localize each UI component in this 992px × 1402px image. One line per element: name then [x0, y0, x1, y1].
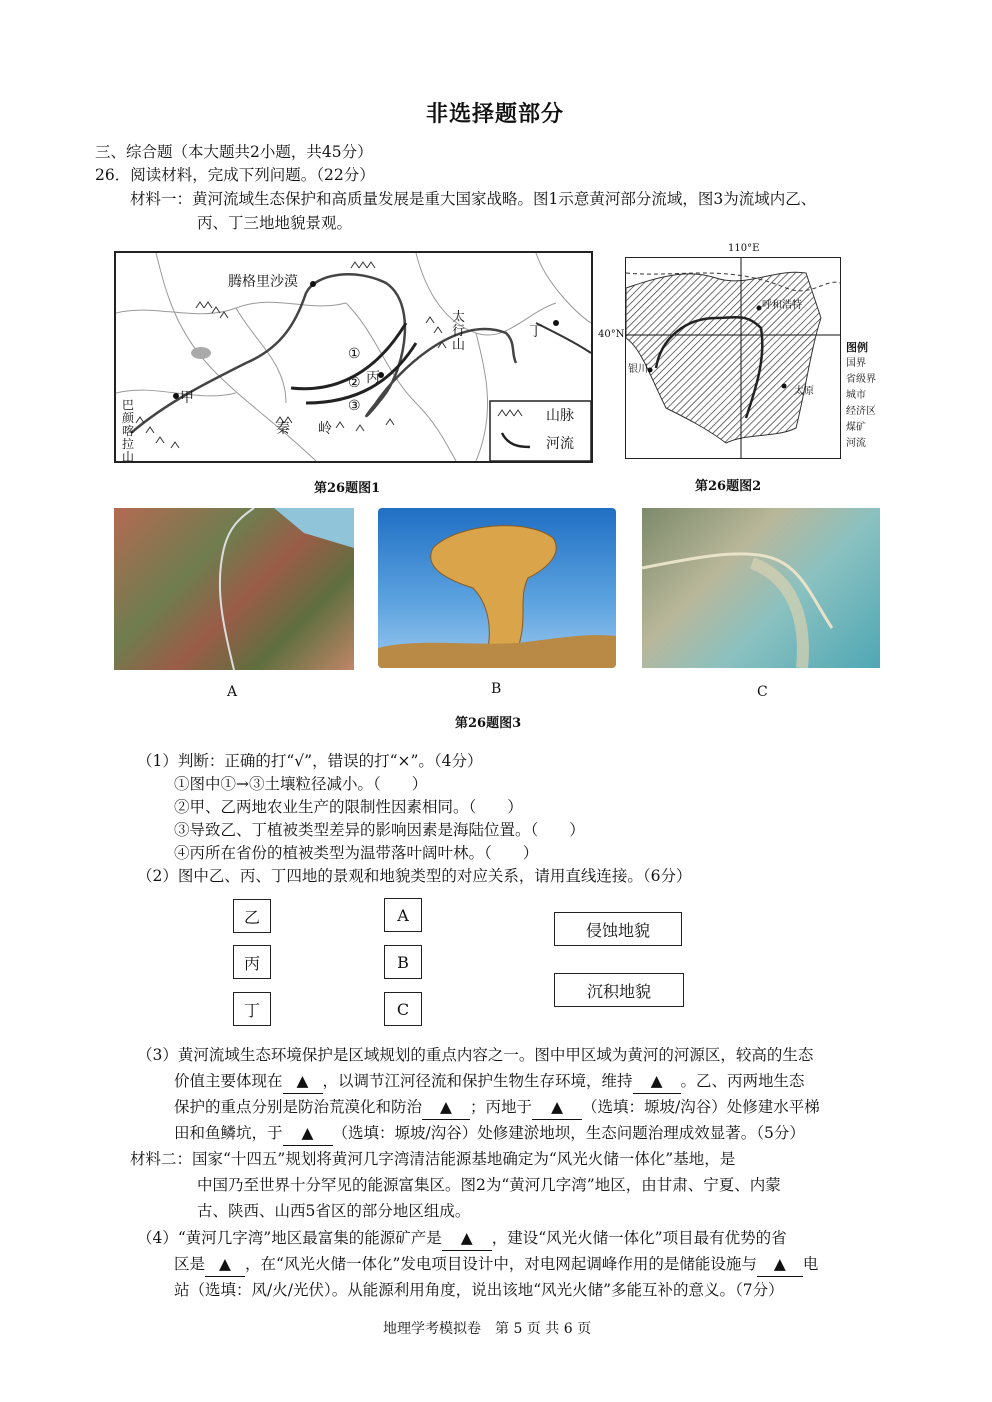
sub3-l3-a: 保护的重点分别是防治荒漠化和防治 — [174, 1098, 423, 1116]
page-footer: 地理学考模拟卷 第 5 页 共 6 页 — [383, 1321, 592, 1337]
match-type-erosion: 侵蚀地貌 — [554, 912, 682, 946]
blank-8: ▲ — [757, 1253, 803, 1277]
blank-2: ▲ — [633, 1070, 681, 1094]
fig2-legend-5: 煤矿 — [846, 422, 866, 433]
material-1-line-2: 丙、丁三地地貌景观。 — [197, 214, 353, 232]
sub1-item-4: ④丙所在省份的植被类型为温带落叶阔叶林。（ ） — [174, 844, 539, 862]
city-hohhot: 呼和浩特 — [762, 300, 802, 311]
sub3-l3-c: （选填：塬坡/沟谷）处修建水平梯 — [582, 1098, 820, 1116]
material-2-line-3: 古、陕西、山西5省区的部分地区组成。 — [197, 1202, 471, 1220]
fig2-legend-1: 国界 — [846, 358, 866, 369]
sub4-line-2 — [174, 1253, 818, 1277]
material-1-line-1: 材料一：黄河流域生态保护和高质量发展是重大国家战略。图1示意黄河部分流域，图3为流域内乙、 — [130, 190, 817, 208]
figure-2-map — [625, 257, 841, 459]
blank-7: ▲ — [205, 1253, 245, 1277]
sub3-l3-b: ；丙地于 — [470, 1098, 533, 1116]
photo-b-detail — [378, 508, 616, 668]
photo-label-c: C — [757, 684, 768, 700]
sub1-heading: （1）判断：正确的打“√”，错误的打“×”。（4分） — [137, 752, 483, 770]
photo-label-a: A — [227, 684, 238, 700]
sub2-heading: （2）图中乙、丙、丁四地的景观和地貌类型的对应关系，请用直线连接。（6分） — [137, 867, 692, 885]
photo-c-detail — [642, 508, 880, 668]
sub4-line-1 — [137, 1227, 787, 1251]
figure-2-drawing — [626, 258, 840, 458]
sub3-line-2 — [174, 1070, 805, 1094]
label-circle-2: ② — [348, 375, 361, 391]
sub4-l1-a: （4）“黄河几字湾”地区最富集的能源矿产是 — [137, 1229, 442, 1247]
legend-river: 河流 — [546, 436, 574, 452]
sub3-line-4 — [174, 1122, 805, 1146]
fig2-legend-6: 河流 — [846, 438, 866, 449]
figure-1-caption: 第26题图1 — [314, 481, 381, 496]
fig2-legend-2: 省级界 — [846, 374, 876, 385]
match-place-bing: 丙 — [233, 945, 271, 979]
fig2-latitude: 40°N — [598, 329, 625, 340]
material-2-line-1: 材料二：国家“十四五”规划将黄河几字湾清洁能源基地确定为“风光火储一体化”基地，是 — [130, 1150, 736, 1168]
photo-label-b: B — [491, 681, 502, 697]
blank-4: ▲ — [532, 1096, 582, 1120]
blank-1: ▲ — [283, 1070, 323, 1094]
city-yinchuan: 银川 — [628, 364, 648, 375]
match-photo-b: B — [384, 945, 422, 979]
question-26-heading: 26．阅读材料，完成下列问题。（22分） — [95, 166, 375, 184]
match-place-ding: 丁 — [233, 992, 271, 1026]
sub1-item-1: ①图中①→③土壤粒径减小。（ ） — [174, 775, 428, 793]
sub3-l2-b: ，以调节江河径流和保护生物生存环境，维持 — [322, 1072, 633, 1090]
match-type-deposition: 沉积地貌 — [554, 973, 684, 1007]
sub3-l2-a: 价值主要体现在 — [174, 1072, 283, 1090]
photo-a-landscape — [114, 508, 354, 670]
label-jia: 甲 — [180, 390, 194, 406]
page-title: 非选择题部分 — [426, 101, 565, 127]
blank-6: ▲ — [442, 1227, 492, 1251]
sub4-l2-c: 电 — [802, 1255, 819, 1273]
fig2-longitude: 110°E — [728, 243, 760, 254]
match-photo-a: A — [384, 898, 422, 932]
label-ding: 丁 — [529, 324, 543, 340]
photo-c-delta — [642, 508, 880, 668]
label-qinling: 秦 岭 — [276, 421, 332, 437]
city-taiyuan: 太原 — [794, 386, 814, 397]
sub3-l2-c: 。乙、丙两地生态 — [680, 1072, 805, 1090]
sub1-item-3: ③导致乙、丁植被类型差异的影响因素是海陆位置。（ ） — [174, 821, 585, 839]
photo-a-detail — [114, 508, 354, 670]
photo-b-rock — [378, 508, 616, 668]
sub3-l4-a: 田和鱼鳞坑，于 — [174, 1124, 283, 1142]
legend-mountain: 山脉 — [546, 408, 574, 424]
figure-1-map — [114, 251, 593, 463]
material-2-line-2: 中国乃至世界十分罕见的能源富集区。图2为“黄河几字湾”地区，由甘肃、宁夏、内蒙 — [197, 1176, 781, 1194]
figure-2-legend — [846, 340, 876, 452]
label-taihang: 太 行 山 — [452, 310, 466, 353]
sub4-l2-a: 区是 — [174, 1255, 206, 1273]
label-circle-1: ① — [348, 346, 361, 362]
section-heading: 三、综合题（本大题共2小题，共45分） — [95, 143, 373, 161]
blank-5: ▲ — [283, 1122, 333, 1146]
label-bing: 丙 — [366, 370, 380, 386]
label-circle-3: ③ — [348, 398, 361, 414]
figure-3-caption: 第26题图3 — [455, 716, 522, 731]
fig2-legend-4: 经济区 — [846, 406, 876, 417]
figure-2-caption: 第26题图2 — [695, 479, 762, 494]
label-bayan: 巴 颜 喀 拉 山 — [122, 398, 135, 464]
sub4-l2-b: ，在“风光火储一体化”发电项目设计中，对电网起调峰作用的是储能设施与 — [245, 1255, 757, 1273]
sub3-line-1: （3）黄河流域生态环境保护是区域规划的重点内容之一。图中甲区域为黄河的河源区，较高的生态 — [137, 1046, 814, 1064]
sub3-line-3 — [174, 1096, 820, 1120]
fig2-legend-3: 城市 — [846, 390, 866, 401]
sub1-item-2: ②甲、乙两地农业生产的限制性因素相同。（ ） — [174, 798, 523, 816]
sub3-l4-b: （选填：塬坡/沟谷）处修建淤地坝，生态问题治理成效显著。（5分） — [332, 1124, 805, 1142]
fig2-legend-title: 图例 — [846, 341, 868, 354]
sub4-line-3: 站（选填：风/火/光伏）。从能源利用角度，说出该地“风光火储”多能互补的意义。（7分） — [174, 1281, 784, 1299]
sub4-l1-b: ，建设“风光火储一体化”项目最有优势的省 — [491, 1229, 787, 1247]
label-desert: 腾格里沙漠 — [228, 274, 298, 290]
blank-3: ▲ — [422, 1096, 470, 1120]
match-photo-c: C — [384, 992, 422, 1026]
match-place-yi: 乙 — [233, 899, 271, 933]
